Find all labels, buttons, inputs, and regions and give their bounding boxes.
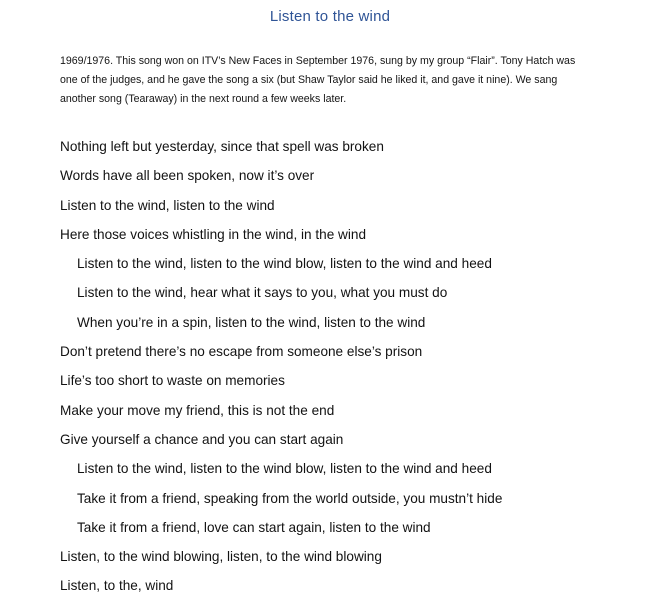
chorus-line: Listen to the wind, listen to the wind blow, listen to the wind and heed: [77, 256, 492, 272]
intro-paragraph: [60, 52, 620, 109]
lyric-line: Give yourself a chance and you can start again: [60, 431, 344, 447]
lyric-line: Nothing left but yesterday, since that spell was broken: [60, 139, 384, 154]
lyrics-block: [60, 136, 640, 605]
lyric-line: Words have all been spoken, now it’s over: [60, 168, 315, 184]
lyric-line: Life’s too short to waste on memories: [60, 373, 285, 389]
lyric-line: Make your move my friend, this is not the end: [60, 402, 335, 418]
document-title: Listen to the wind: [269, 8, 391, 25]
intro-line: one of the judges, and he gave the song a six (but Shaw Taylor said he liked it, and gave it nine). We sang: [60, 74, 558, 86]
chorus-line: Listen to the wind, hear what it says to you, what you must do: [77, 285, 448, 301]
intro-line: 1969/1976. This song won on ITV’s New Faces in September 1976, sung by my group “Flair”. Tony Hatch was: [60, 55, 576, 67]
lyric-line: Listen, to the wind blowing, listen, to the wind blowing: [60, 549, 382, 565]
chorus-line: Take it from a friend, speaking from the world outside, you mustn’t hide: [77, 490, 503, 506]
intro-line: another song (Tearaway) in the next round a few weeks later.: [60, 93, 347, 105]
lyric-line: Don’t pretend there’s no escape from someone else’s prison: [60, 344, 423, 360]
lyric-line: Listen to the wind, listen to the wind: [60, 197, 275, 213]
lyric-line: Listen, to the, wind: [60, 578, 174, 594]
chorus-line: Listen to the wind, listen to the wind blow, listen to the wind and heed: [77, 461, 492, 477]
chorus-line: When you’re in a spin, listen to the wind, listen to the wind: [77, 314, 426, 330]
chorus-line: Take it from a friend, love can start again, listen to the wind: [77, 519, 431, 535]
lyric-line: Here those voices whistling in the wind, in the wind: [60, 226, 367, 242]
